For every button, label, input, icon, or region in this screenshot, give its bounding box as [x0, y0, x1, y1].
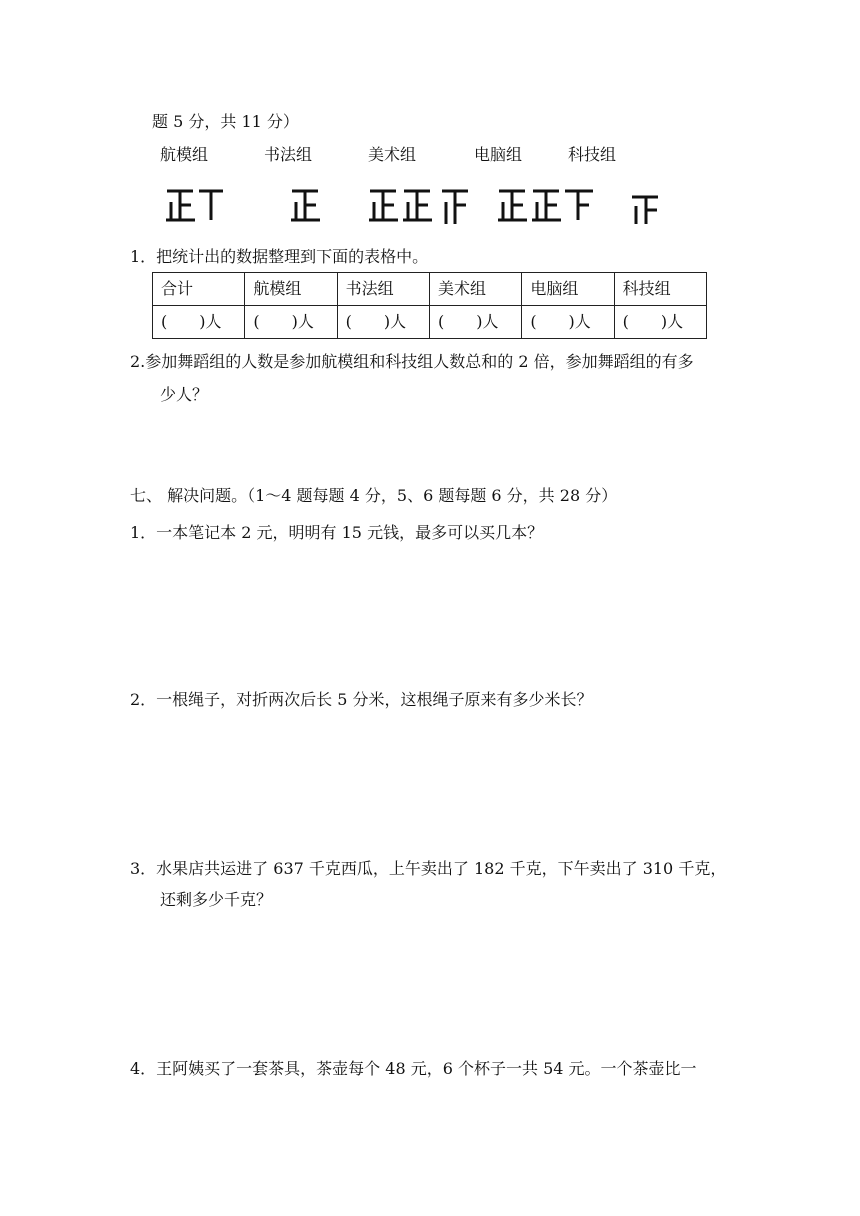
answer-blank-cell[interactable]: ( )人: [522, 306, 614, 339]
answer-blank-cell[interactable]: ( )人: [429, 306, 521, 339]
tally-art: [368, 188, 474, 224]
tally-model: [165, 188, 227, 224]
table-header-cell: 航模组: [245, 273, 337, 306]
group-label-art: 美术组: [368, 145, 417, 164]
carry-over-line: 题 5 分，共 11 分）: [152, 112, 299, 131]
table-header-cell: 电脑组: [522, 273, 614, 306]
answer-blank-cell[interactable]: ( )人: [153, 306, 245, 339]
question-1: 1．把统计出的数据整理到下面的表格中。: [130, 247, 429, 266]
table-header-cell: 合计: [153, 273, 245, 306]
group-label-model: 航模组: [160, 145, 209, 164]
tally-computer: [497, 188, 597, 224]
question-2-line-1: 2.参加舞蹈组的人数是参加航模组和科技组人数总和的 2 倍，参加舞蹈组的有多: [130, 352, 694, 371]
group-label-computer: 电脑组: [474, 145, 523, 164]
problem-3-line-2: 还剩多少千克？: [160, 890, 273, 909]
answer-blank-cell[interactable]: ( )人: [337, 306, 429, 339]
group-label-tech: 科技组: [568, 145, 617, 164]
table-header-cell: 书法组: [337, 273, 429, 306]
tally-calligraphy: [290, 188, 322, 224]
section-7-heading: 七、 解决问题。（1～4 题每题 4 分，5、6 题每题 6 分，共 28 分）: [130, 486, 618, 505]
question-2-line-2: 少人？: [160, 385, 209, 404]
answer-blank-cell[interactable]: ( )人: [614, 306, 706, 339]
table-header-cell: 美术组: [429, 273, 521, 306]
table-header-cell: 科技组: [614, 273, 706, 306]
problem-1: 1．一本笔记本 2 元，明明有 15 元钱，最多可以买几本？: [130, 523, 544, 542]
problem-3-line-1: 3．水果店共运进了 637 千克西瓜，上午卖出了 182 千克，下午卖出了 310 千克，: [130, 859, 727, 878]
table-header-row: [153, 273, 707, 306]
group-label-calligraphy: 书法组: [264, 145, 313, 164]
answer-blank-cell[interactable]: ( )人: [245, 306, 337, 339]
table-answer-row: [153, 306, 707, 339]
problem-4-line-1: 4．王阿姨买了一套茶具，茶壶每个 48 元，6 个杯子一共 54 元。一个茶壶比一: [130, 1059, 697, 1078]
tally-tech: [630, 188, 662, 224]
stats-table: [152, 272, 707, 339]
problem-2: 2．一根绳子，对折两次后长 5 分米，这根绳子原来有多少米长？: [130, 690, 593, 709]
